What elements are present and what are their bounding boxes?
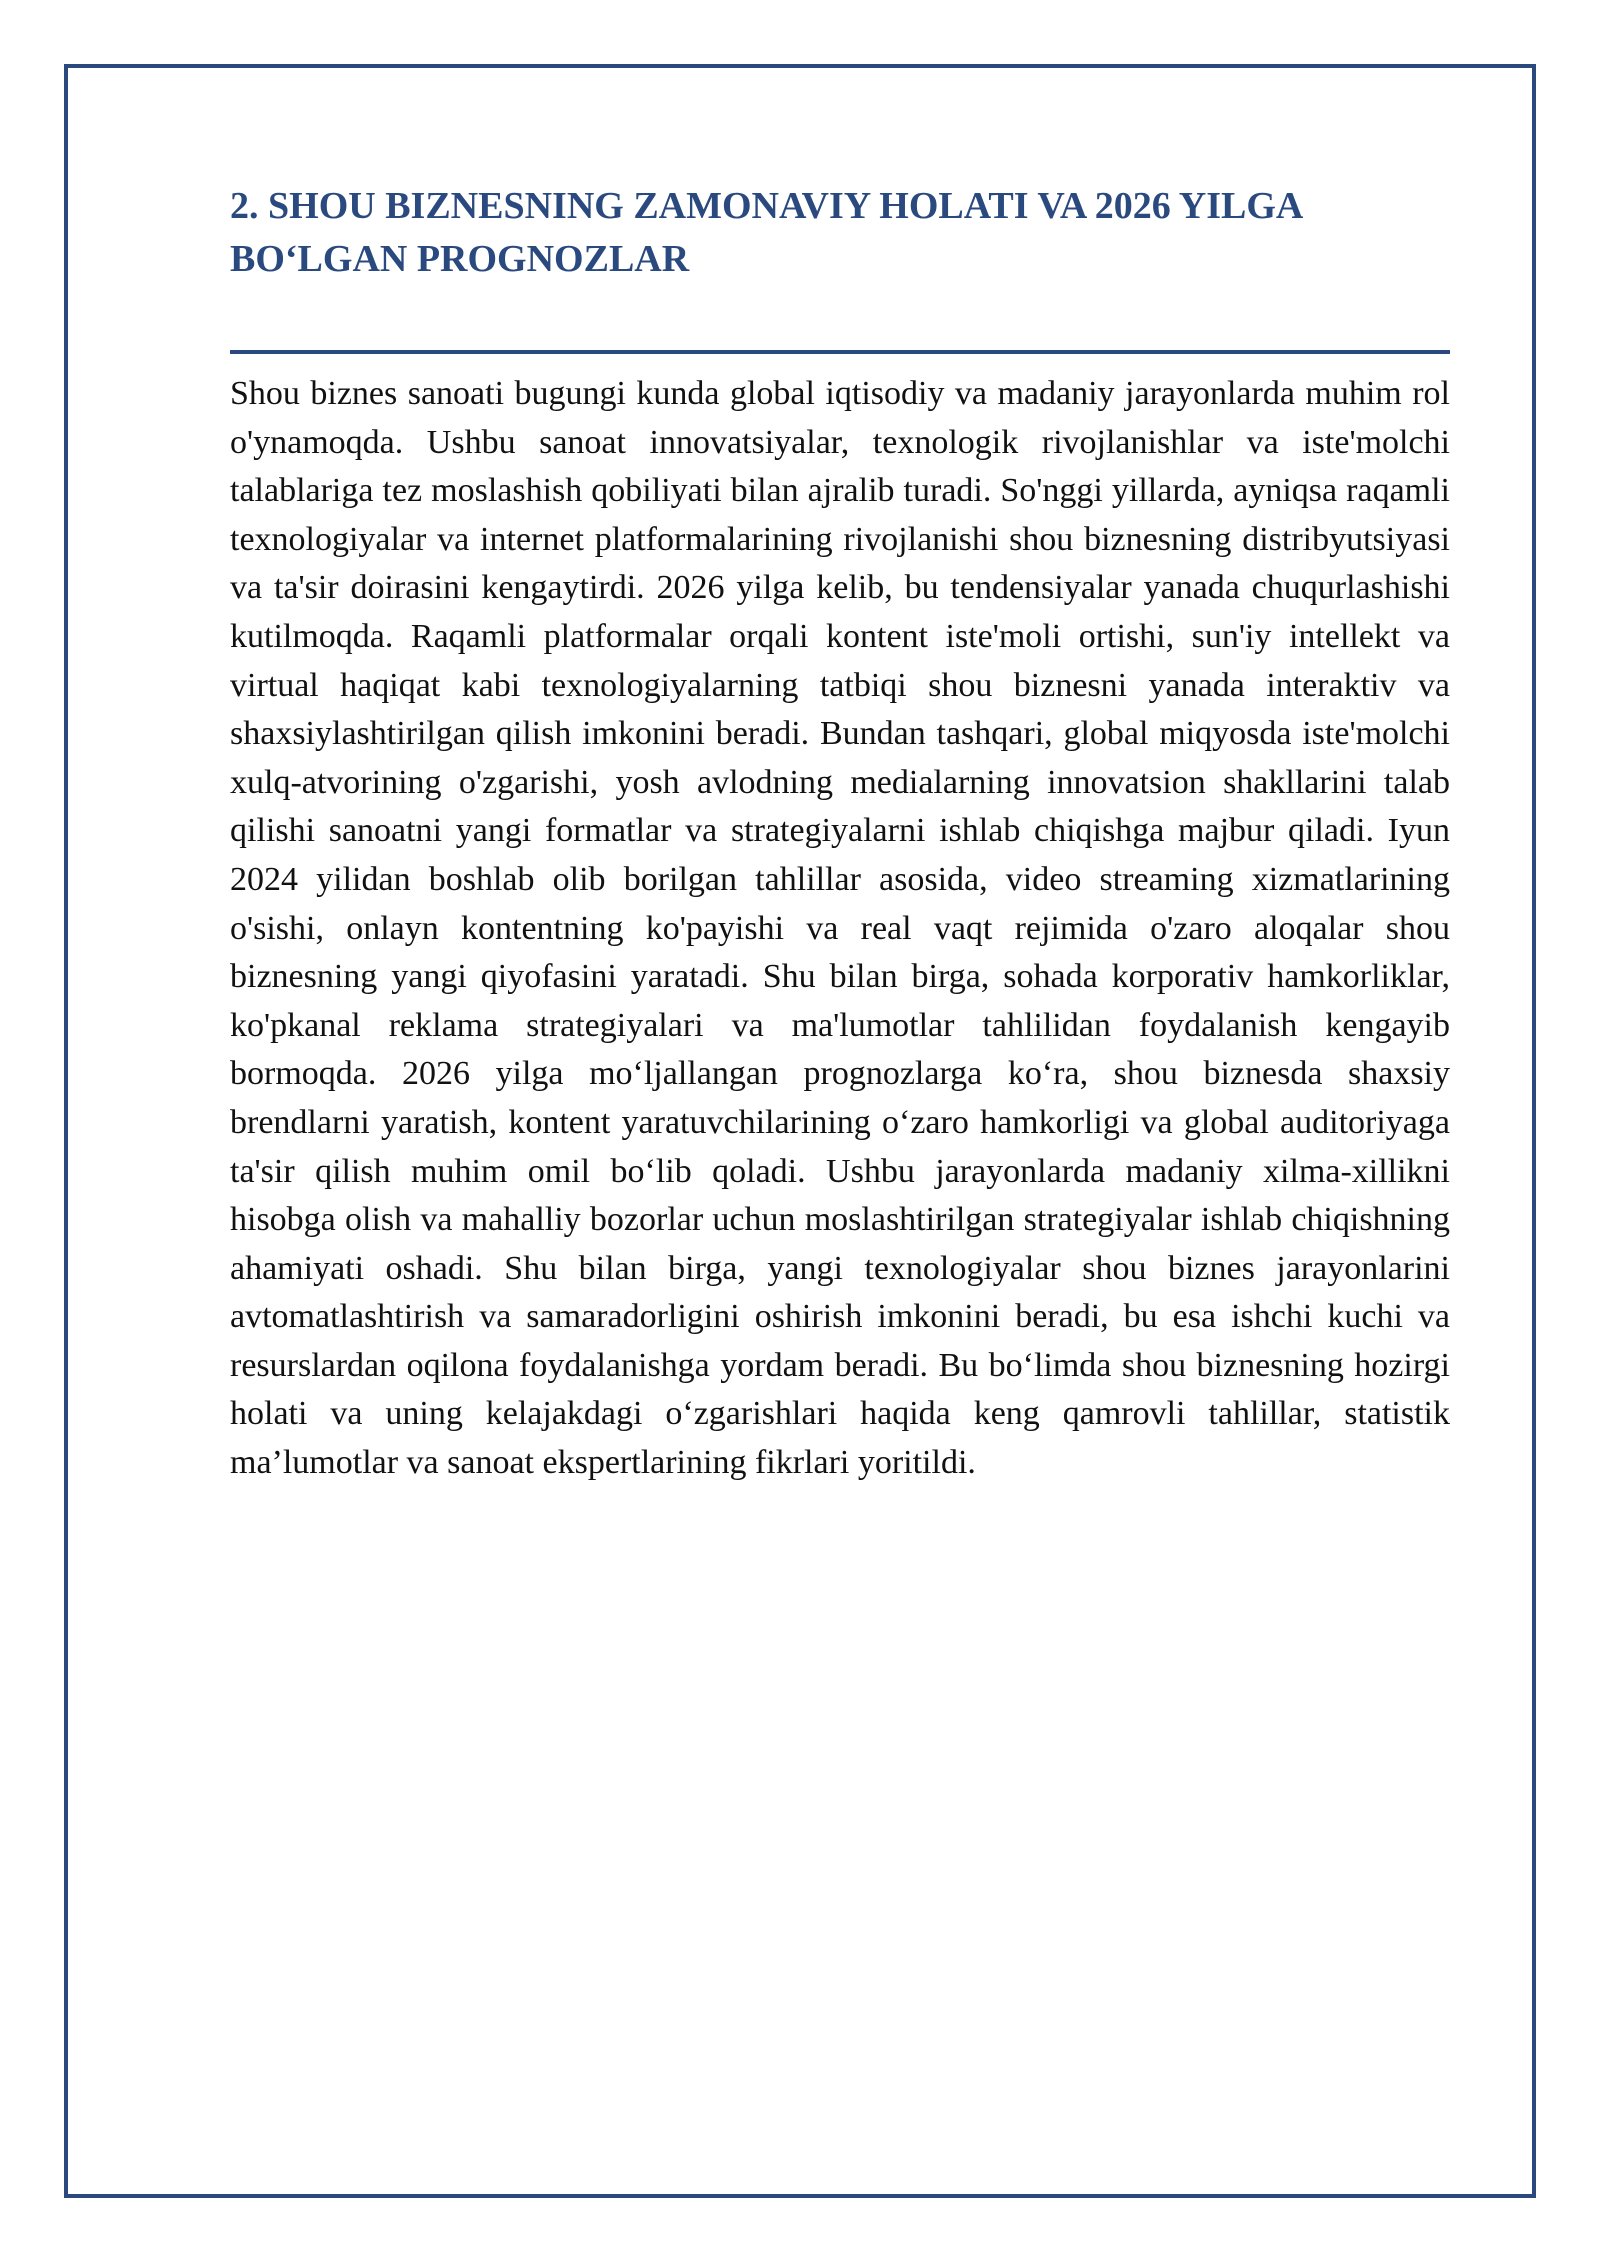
section-title: 2. SHOU BIZNESNING ZAMONAVIY HOLATI VA 2026 YILGA BO‘LGAN PROGNOZLAR [230,185,1302,280]
section-body-paragraph: Shou biznes sanoati bugungi kunda global iqtisodiy va madaniy jarayonlarda muhim rol o'ynamoqda. Ushbu sanoat innovatsiyalar, texnologik rivojlanishlar va iste'molchi talablariga tez moslashish qobiliyati bilan ajralib turadi. So'nggi yillarda, ayniqsa raqamli texnologiyalar va internet platformalarining rivojlanishi shou biznesning distribyutsiyasi va ta'sir doirasini kengaytirdi. 2026 yilga kelib, bu tendensiyalar yanada chuqurlashishi kutilmoqda. Raqamli platformalar orqali kontent iste'moli ortishi, sun'iy intellekt va virtual haqiqat kabi texnologiyalarning tatbiqi shou biznesni yanada interaktiv va shaxsiylashtirilgan qilish imkonini beradi. Bundan tashqari, global miqyosda iste'molchi xulq-atvorining o'zgarishi, yosh avlodning medialarning innovatsion shakllarini talab qilishi sanoatni yangi formatlar va strategiyalarni ishlab chiqishga majbur qiladi. Iyun 2024 yilidan boshlab olib borilgan tahlillar asosida, video streaming xizmatlarining o'sishi, onlayn kontentning ko'payishi va real vaqt rejimida o'zaro aloqalar shou biznesning yangi qiyofasini yaratadi. Shu bilan birga, sohada korporativ hamkorliklar, ko'pkanal reklama strategiyalari va ma'lumotlar tahlilidan foydalanish kengayib bormoqda. 2026 yilga mo‘ljallangan prognozlarga ko‘ra, shou biznesda shaxsiy brendlarni yaratish, kontent yaratuvchilarining o‘zaro hamkorligi va global auditoriyaga ta'sir qilish muhim omil bo‘lib qoladi. Ushbu jarayonlarda madaniy xilma-xillikni hisobga olish va mahalliy bozorlar uchun moslashtirilgan strategiyalar ishlab chiqishning ahamiyati oshadi. Shu bilan birga, yangi texnologiyalar shou biznes jarayonlarini avtomatlashtirish va samaradorligini oshirish imkonini beradi, bu esa ishchi kuchi va resurslardan oqilona foydalanishga yordam beradi. Bu bo‘limda shou biznesning hozirgi holati va uning kelajakdagi o‘zgarishlari haqida keng qamrovli tahlillar, statistik ma’lumotlar va sanoat ekspertlarining fikrlari yoritildi. [230,375,1450,1482]
section-content [230,180,1450,1522]
title-divider [230,350,1450,354]
